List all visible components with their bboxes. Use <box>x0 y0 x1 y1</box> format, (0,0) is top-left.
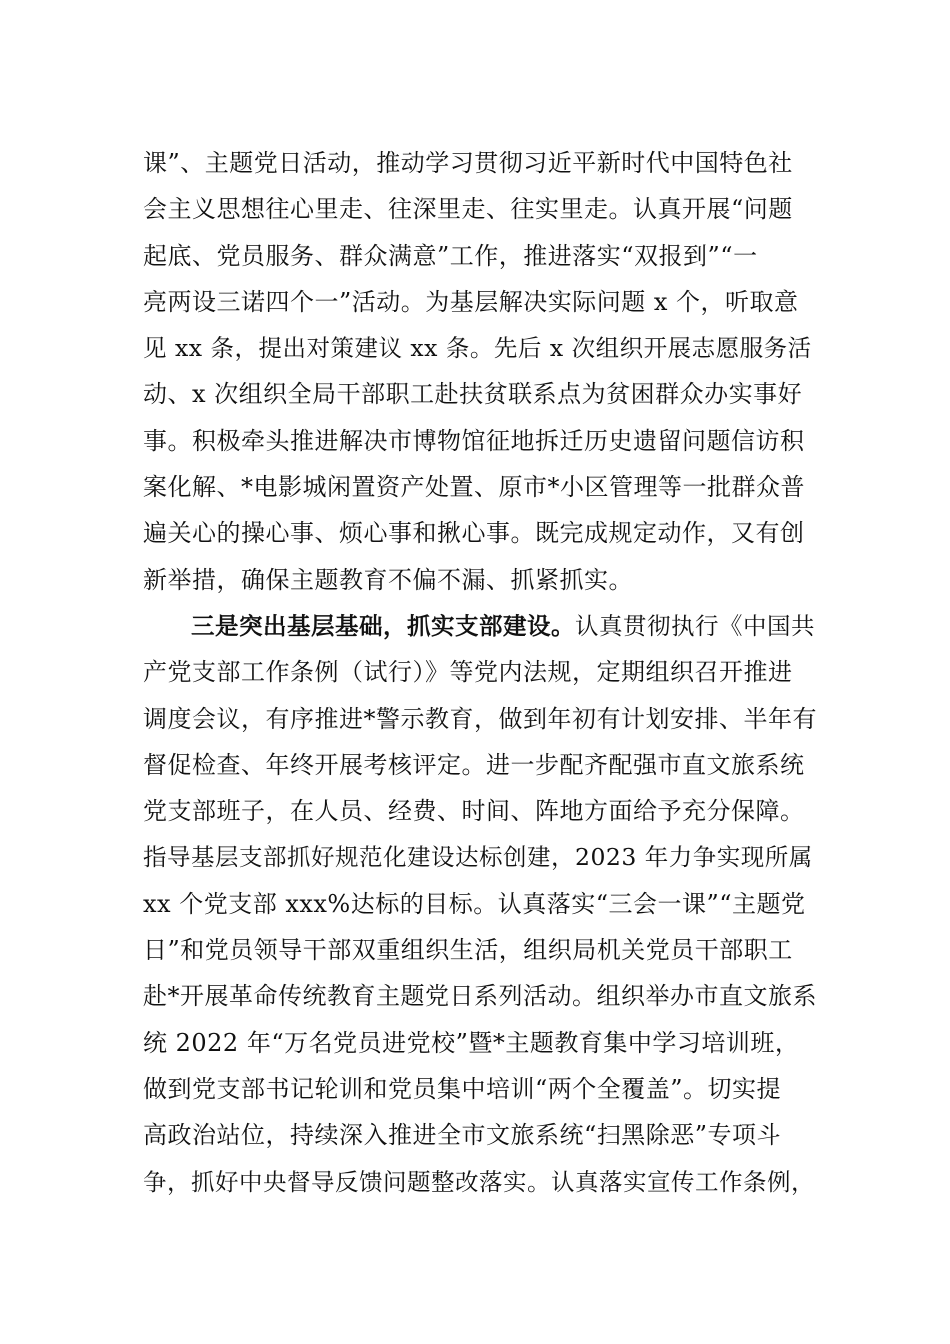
text-line: 产党支部工作条例（试行）》等党内法规，定期组织召开推进 <box>143 658 793 687</box>
text-line: 调度会议，有序推进*警示教育，做到年初有计划安排、半年有 <box>143 704 817 733</box>
text-line: 会主义思想往心里走、往深里走、往实里走。认真开展“问题 <box>143 195 793 224</box>
text-line: 赴*开展革命传统教育主题党日系列活动。组织举办市直文旅系 <box>143 982 817 1011</box>
text-line: 亮两设三诺四个一”活动。为基层解决实际问题 x 个，听取意 <box>143 287 799 316</box>
text-line: 遍关心的操心事、烦心事和揪心事。既完成规定动作，又有创 <box>143 519 805 548</box>
text-line: 督促检查、年终开展考核评定。进一步配齐配强市直文旅系统 <box>143 750 805 779</box>
text-line: 课”、主题党日活动，推动学习贯彻习近平新时代中国特色社 <box>143 149 793 177</box>
text-line: 统 2022 年“万名党员进党校”暨*主题教育集中学习培训班， <box>143 1028 800 1057</box>
body-text <box>143 140 823 1205</box>
text-line: 党支部班子，在人员、经费、时间、阵地方面给予充分保障。 <box>143 797 805 826</box>
section-3-first-line <box>143 603 823 649</box>
text-line: 新举措，确保主题教育不偏不漏、抓紧抓实。 <box>143 565 633 594</box>
section-3-heading: 三是突出基层基础，抓实支部建设。 <box>191 611 575 640</box>
text-line: 起底、党员服务、群众满意”工作，推进落实“双报到”“一 <box>143 241 758 270</box>
text-line: 动、x 次组织全局干部职工赴扶贫联系点为贫困群众办实事好 <box>143 380 803 409</box>
text-line: 事。积极牵头推进解决市博物馆征地拆迁历史遗留问题信访积 <box>143 426 805 455</box>
text-line: 争，抓好中央督导反馈问题整改落实。认真落实宣传工作条例， <box>143 1167 815 1196</box>
text-line: 做到党支部书记轮训和党员集中培训“两个全覆盖”。切实提 <box>143 1074 782 1103</box>
text-line: 指导基层支部抓好规范化建设达标创建，2023 年力争实现所属 <box>143 843 813 872</box>
text-line: 高政治站位，持续深入推进全市文旅系统“扫黑除恶”专项斗 <box>143 1121 782 1150</box>
section-3-first-rest: 认真贯彻执行《中国共 <box>575 611 815 640</box>
text-line: 日”和党员领导干部双重组织生活，组织局机关党员干部职工 <box>143 936 793 965</box>
text-line: 案化解、*电影城闲置资产处置、原市*小区管理等一批群众普 <box>143 473 805 502</box>
text-line: xx 个党支部 xxx%达标的目标。认真落实“三会一课”“主题党 <box>143 889 806 918</box>
text-line: 见 xx 条，提出对策建议 xx 条。先后 x 次组织开展志愿服务活 <box>143 334 812 363</box>
